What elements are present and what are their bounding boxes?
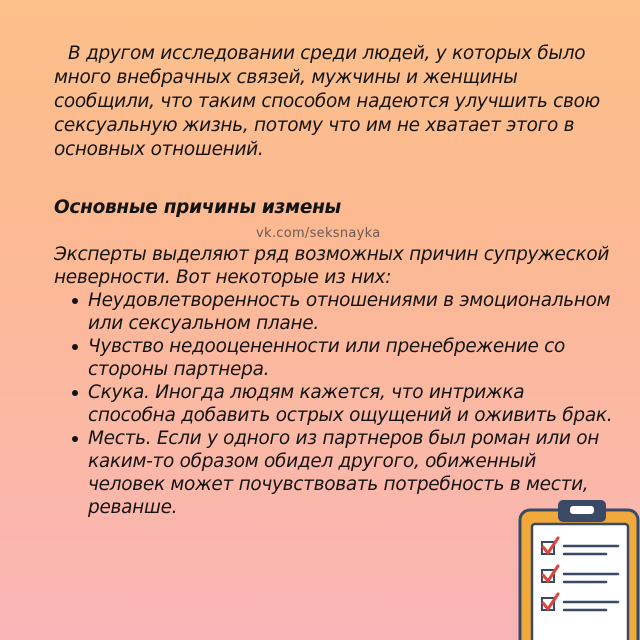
intro-paragraph: В другом исследовании среди людей, у которых было много внебрачных связей, мужчины и женщины сообщили, что таким способом надеются улучшить свою сексуальную жизнь, потому что им не хватает этого в основных отношений.: [54, 43, 600, 160]
bullet-icon: [72, 436, 78, 442]
clipboard-checklist-icon: [510, 498, 640, 640]
watermark-text: vk.com/seksnayka: [256, 226, 381, 241]
list-item: [74, 289, 614, 335]
section-heading: Основные причины измены: [54, 197, 341, 218]
list-item-text: Чувство недооцененности или пренебрежение со стороны партнера.: [88, 336, 566, 380]
clipboard-clip-hole: [570, 506, 594, 514]
list-item: [74, 381, 614, 427]
reasons-list: [54, 289, 614, 519]
list-item-text: Неудовлетворенность отношениями в эмоциональном или сексуальном плане.: [88, 290, 611, 334]
list-item-text: Месть. Если у одного из партнеров был роман или он каким-то образом обидел другого, обиженный человек может почувствовать потребность в мести, реванше.: [88, 428, 600, 518]
bullet-icon: [72, 344, 78, 350]
reasons-intro: Эксперты выделяют ряд возможных причин супружеской неверности. Вот некоторые из них:: [54, 244, 610, 288]
bullet-icon: [72, 390, 78, 396]
list-item-text: Скука. Иногда людям кажется, что интрижка способна добавить острых ощущений и оживить брак.: [88, 382, 613, 426]
list-item: [74, 335, 614, 381]
post-content: [54, 42, 614, 519]
bullet-icon: [72, 298, 78, 304]
